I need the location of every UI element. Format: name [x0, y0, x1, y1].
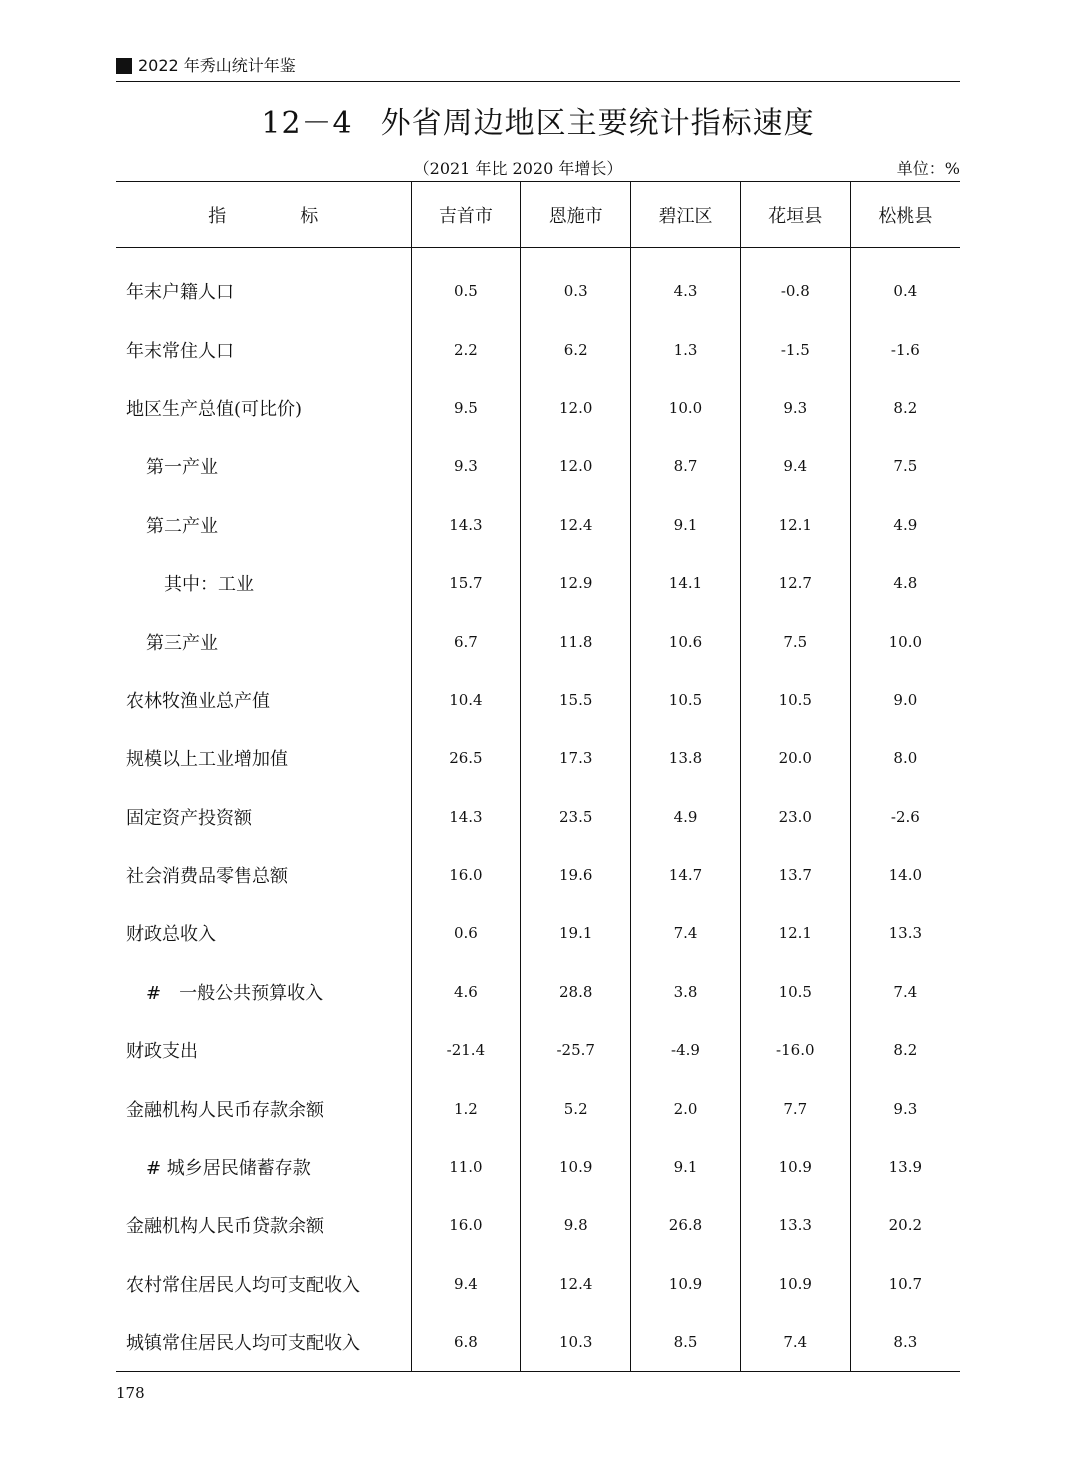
header-rule: [116, 81, 960, 82]
table-cell: 10.4: [411, 671, 521, 729]
table-cell: 9.3: [411, 437, 521, 495]
table-cell: -1.5: [740, 320, 850, 378]
page-number: 178: [116, 1384, 145, 1402]
table-cell: -0.8: [740, 248, 850, 321]
table-cell: 7.4: [850, 963, 960, 1021]
table-cell: 9.3: [850, 1079, 960, 1137]
table-row: [116, 1255, 960, 1313]
row-label: 财政支出: [126, 1041, 198, 1063]
table-cell: 19.6: [521, 846, 631, 904]
table-cell: 0.5: [411, 248, 521, 321]
table-row: [116, 1079, 960, 1137]
table-cell: 10.7: [850, 1255, 960, 1313]
table-cell: 3.8: [631, 963, 741, 1021]
table-cell: 4.9: [631, 788, 741, 846]
table-cell: 7.7: [740, 1079, 850, 1137]
table-cell: 9.5: [411, 379, 521, 437]
table-cell: 4.8: [850, 554, 960, 612]
table-cell: -21.4: [411, 1021, 521, 1079]
table-row: [116, 846, 960, 904]
table-cell: 8.5: [631, 1313, 741, 1372]
table-row: [116, 379, 960, 437]
table-cell: 0.6: [411, 904, 521, 962]
table-cell: 8.7: [631, 437, 741, 495]
table-cell: 0.4: [850, 248, 960, 321]
header-col-1: 吉首市: [411, 182, 521, 248]
title-number: 12－4: [261, 106, 353, 141]
table-cell: 9.1: [631, 1138, 741, 1196]
row-label: 农村常住居民人均可支配收入: [126, 1274, 360, 1296]
table-cell: 6.8: [411, 1313, 521, 1372]
table-cell: 4.3: [631, 248, 741, 321]
table-cell: 9.0: [850, 671, 960, 729]
table-cell: 2.2: [411, 320, 521, 378]
table-cell: 14.0: [850, 846, 960, 904]
table-cell: 10.0: [850, 612, 960, 670]
table-row: [116, 554, 960, 612]
table-cell: 10.5: [740, 963, 850, 1021]
table-cell: 7.5: [850, 437, 960, 495]
table-cell: -25.7: [521, 1021, 631, 1079]
table-cell: 10.9: [740, 1255, 850, 1313]
header-indicator: [116, 182, 411, 248]
table-cell: 8.2: [850, 1021, 960, 1079]
table-cell: 2.0: [631, 1079, 741, 1137]
subtitle-text: （2021 年比 2020 年增长）: [413, 159, 623, 178]
table-cell: 12.0: [521, 437, 631, 495]
table-cell: 14.1: [631, 554, 741, 612]
table-cell: 7.4: [740, 1313, 850, 1372]
table-cell: 12.1: [740, 496, 850, 554]
table-row: [116, 1021, 960, 1079]
table-cell: 20.0: [740, 729, 850, 787]
table-cell: 4.6: [411, 963, 521, 1021]
table-body: [116, 248, 960, 1372]
table-cell: 23.0: [740, 788, 850, 846]
header-col-3: 碧江区: [631, 182, 741, 248]
table-cell: 12.4: [521, 496, 631, 554]
table-cell: 17.3: [521, 729, 631, 787]
table-cell: 7.4: [631, 904, 741, 962]
header-square-mark: [116, 58, 132, 74]
row-label: 金融机构人民币贷款余额: [126, 1216, 324, 1238]
table-cell: 9.4: [740, 437, 850, 495]
table-cell: 10.3: [521, 1313, 631, 1372]
table-cell: 12.1: [740, 904, 850, 962]
table-row: [116, 1196, 960, 1254]
table-cell: 1.2: [411, 1079, 521, 1137]
row-label: 第三产业: [146, 632, 218, 654]
header-col-4: 花垣县: [740, 182, 850, 248]
table-row: [116, 729, 960, 787]
table-row: [116, 1313, 960, 1372]
table-cell: 4.9: [850, 496, 960, 554]
table-cell: 16.0: [411, 846, 521, 904]
row-label: 地区生产总值(可比价): [126, 398, 303, 420]
table-row: [116, 904, 960, 962]
table-cell: -1.6: [850, 320, 960, 378]
running-header: 2022 年秀山统计年鉴: [138, 56, 296, 75]
row-label: 固定资产投资额: [126, 807, 252, 829]
row-label: 其中：工业: [164, 574, 254, 596]
table-cell: 13.8: [631, 729, 741, 787]
table-cell: 12.0: [521, 379, 631, 437]
header-col-5: 松桃县: [850, 182, 960, 248]
table-cell: 20.2: [850, 1196, 960, 1254]
table-cell: 10.5: [631, 671, 741, 729]
table-cell: 13.7: [740, 846, 850, 904]
table-cell: 28.8: [521, 963, 631, 1021]
table-cell: 9.8: [521, 1196, 631, 1254]
table-cell: 11.8: [521, 612, 631, 670]
table-cell: 13.3: [850, 904, 960, 962]
table-cell: 16.0: [411, 1196, 521, 1254]
table-cell: 5.2: [521, 1079, 631, 1137]
header-col-2: 恩施市: [521, 182, 631, 248]
table-cell: 12.4: [521, 1255, 631, 1313]
table-cell: 19.1: [521, 904, 631, 962]
row-label: 农林牧渔业总产值: [126, 690, 270, 712]
table-row: [116, 320, 960, 378]
title-text: 外省周边地区主要统计指标速度: [380, 106, 815, 141]
table-row: [116, 671, 960, 729]
table-header-row: [116, 182, 960, 248]
table-cell: 14.3: [411, 788, 521, 846]
subtitle: [116, 158, 960, 180]
table-cell: 15.5: [521, 671, 631, 729]
header-indicator-b: 标: [300, 205, 319, 227]
table-cell: 15.7: [411, 554, 521, 612]
table-cell: 7.5: [740, 612, 850, 670]
table-cell: 6.2: [521, 320, 631, 378]
table-cell: 13.9: [850, 1138, 960, 1196]
table-cell: 10.9: [740, 1138, 850, 1196]
table-cell: 9.3: [740, 379, 850, 437]
header-indicator-a: 指: [208, 205, 227, 227]
table-cell: 10.9: [521, 1138, 631, 1196]
table-cell: 6.7: [411, 612, 521, 670]
row-label: 第二产业: [146, 515, 218, 537]
table-cell: 13.3: [740, 1196, 850, 1254]
row-label: # 一般公共预算收入: [146, 982, 324, 1004]
table-row: [116, 788, 960, 846]
table-row: [116, 437, 960, 495]
table-cell: 8.2: [850, 379, 960, 437]
row-label: 第一产业: [146, 457, 218, 479]
table-cell: 8.3: [850, 1313, 960, 1372]
table-row: [116, 612, 960, 670]
table-row: [116, 496, 960, 554]
table-cell: 26.8: [631, 1196, 741, 1254]
table-cell: 10.5: [740, 671, 850, 729]
table-cell: 0.3: [521, 248, 631, 321]
table-cell: 12.7: [740, 554, 850, 612]
unit-label: 单位：%: [896, 159, 960, 178]
table-cell: 11.0: [411, 1138, 521, 1196]
table-cell: 10.9: [631, 1255, 741, 1313]
row-label: 财政总收入: [126, 924, 216, 946]
table-cell: 12.9: [521, 554, 631, 612]
row-label: 社会消费品零售总额: [126, 866, 288, 888]
table-cell: -4.9: [631, 1021, 741, 1079]
table-cell: 1.3: [631, 320, 741, 378]
row-label: 金融机构人民币存款余额: [126, 1099, 324, 1121]
page-title: [116, 100, 960, 148]
table-cell: -2.6: [850, 788, 960, 846]
table-cell: 23.5: [521, 788, 631, 846]
table-cell: 10.6: [631, 612, 741, 670]
table-row: [116, 248, 960, 321]
table-row: [116, 963, 960, 1021]
table-cell: 9.1: [631, 496, 741, 554]
table-cell: 14.7: [631, 846, 741, 904]
row-label: 年末常住人口: [126, 340, 234, 362]
table-row: [116, 1138, 960, 1196]
table-cell: 8.0: [850, 729, 960, 787]
table-cell: 9.4: [411, 1255, 521, 1313]
table-cell: 26.5: [411, 729, 521, 787]
table-cell: 10.0: [631, 379, 741, 437]
row-label: # 城乡居民储蓄存款: [146, 1158, 311, 1180]
table-cell: -16.0: [740, 1021, 850, 1079]
row-label: 年末户籍人口: [126, 282, 234, 304]
row-label: 规模以上工业增加值: [126, 749, 288, 771]
table-cell: 14.3: [411, 496, 521, 554]
row-label: 城镇常住居民人均可支配收入: [116, 1313, 411, 1372]
indicator-table: [116, 181, 960, 1372]
